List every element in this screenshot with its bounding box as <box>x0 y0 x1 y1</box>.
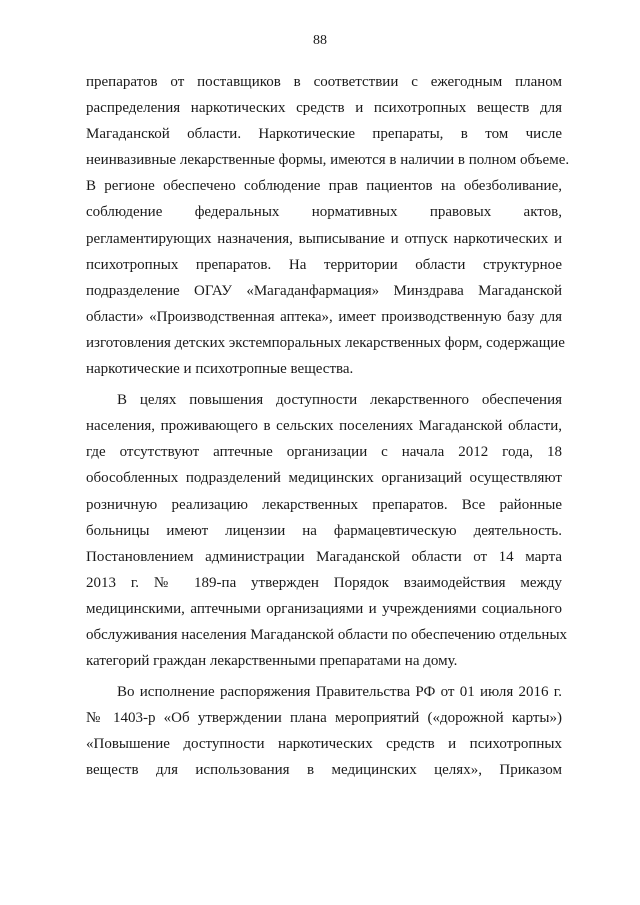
paragraph-line: № 1403-р «Об утверждении плана мероприятий («дорожной карты») <box>86 710 562 727</box>
paragraph-line: 2013 г. № 189-па утвержден Порядок взаимодействия между <box>86 574 562 591</box>
paragraph-line: обслуживания населения Магаданской области по обеспечению отдельных <box>86 626 568 643</box>
paragraph-line: регламентирующих назначения, выписывание и отпуск наркотических и <box>86 230 562 247</box>
paragraph-line-first: В целях повышения доступности лекарственного обеспечения <box>117 392 562 409</box>
paragraph-line: неинвазивные лекарственные формы, имеются в наличии в полном объеме. <box>86 152 570 169</box>
paragraph-line: населения, проживающего в сельских поселениях Магаданской области, <box>86 418 562 435</box>
paragraph-3 <box>86 679 562 783</box>
paragraph-line: соблюдение федеральных нормативных правовых актов, <box>86 204 562 221</box>
paragraph-line: веществ для использования в медицинских целях», Приказом <box>86 762 562 779</box>
paragraph-line-last: категорий граждан лекарственными препаратами на дому. <box>86 653 458 670</box>
paragraph-line: Магаданской области. Наркотические препараты, в том числе <box>86 126 562 143</box>
paragraph-line: розничную реализацию лекарственных препаратов. Все районные <box>86 496 562 513</box>
paragraph-line: медицинскими, аптечными организациями и учреждениями социального <box>86 600 562 617</box>
document-body <box>86 69 570 784</box>
paragraph-line: «Повышение доступности наркотических средств и психотропных <box>86 736 562 753</box>
page-number: 88 <box>313 33 327 48</box>
paragraph-line: распределения наркотических средств и психотропных веществ для <box>86 100 562 117</box>
paragraph-line-last: наркотические и психотропные вещества. <box>86 361 354 378</box>
paragraph-line: изготовления детских экстемпоральных лекарственных форм, содержащие <box>86 334 565 351</box>
paragraph-line: обособленных подразделений медицинских организаций осуществляют <box>86 470 562 487</box>
paragraph-line: препаратов от поставщиков в соответствии с ежегодным планом <box>86 74 562 90</box>
paragraph-line: подразделение ОГАУ «Магаданфармация» Минздрава Магаданской <box>86 282 562 299</box>
paragraph-line: психотропных препаратов. На территории области структурное <box>86 256 562 273</box>
paragraph-line: больницы имеют лицензии на фармацевтическую деятельность. <box>86 522 562 539</box>
paragraph-line-first: Во исполнение распоряжения Правительства РФ от 01 июля 2016 г. <box>117 684 562 701</box>
paragraph-line: Постановлением администрации Магаданской области от 14 марта <box>86 548 562 565</box>
paragraph-line: В регионе обеспечено соблюдение прав пациентов на обезболивание, <box>86 178 562 195</box>
paragraph-1 <box>86 69 570 382</box>
paragraph-line: где отсутствуют аптечные организации с начала 2012 года, 18 <box>86 444 562 461</box>
paragraph-line: области» «Производственная аптека», имеет производственную базу для <box>86 308 562 325</box>
paragraph-2 <box>86 387 568 674</box>
